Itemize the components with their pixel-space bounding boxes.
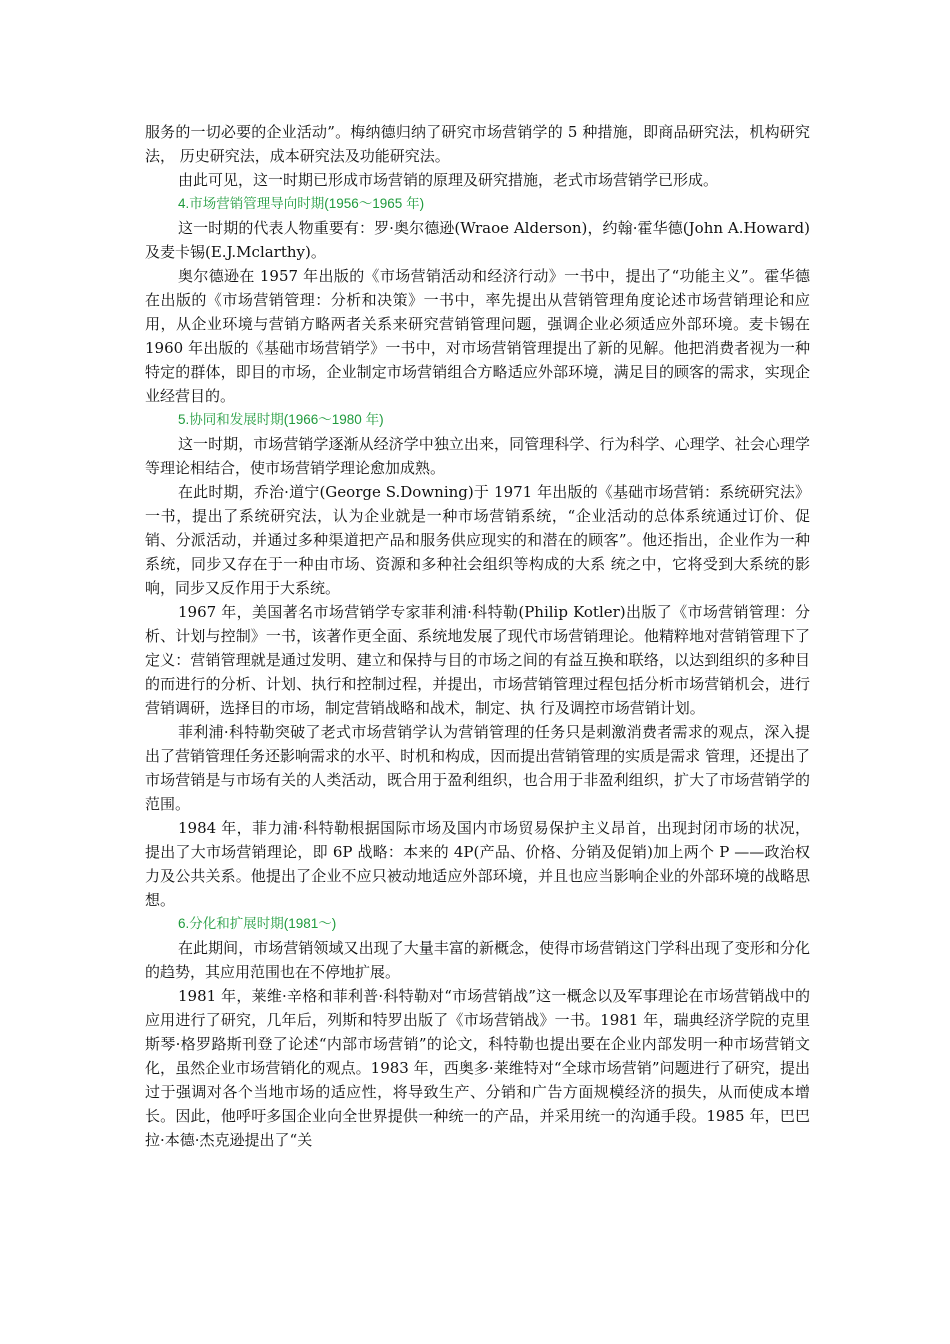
- section-heading: 6.分化和扩展时期(1981～): [178, 916, 337, 931]
- paragraph: 1967 年，美国著名市场营销学专家菲利浦·科特勒(Philip Kotler)出版了《市场营销管理：分析、计划与控制》一书，该著作更全面、系统地发展了现代市场营销理论。他精粹地对营销管理下了定义：营销管理就是通过发明、建立和保持与目的市场之间的有益互换和联络，以达到组织的多种目的而进行的分析、计划、执行和控制过程，并提出，市场营销管理过程包括分析市场营销机会，进行营销调研，选择目的市场，制定营销战略和战术，制定、执 行及调控市场营销计划。: [145, 603, 810, 717]
- paragraph: 在此时期，乔治·道宁(George S.Downing)于 1971 年出版的《基础市场营销：系统研究法》一书，提出了系统研究法，认为企业就是一种市场营销系统，“企业活动的总体系统通过订价、促销、分派活动，并通过多种渠道把产品和服务供应现实的和潜在的顾客”。他还指出，企业作为一种系统，同步又存在于一种由市场、资源和多种社会组织等构成的大系 统之中，它将受到大系统的影响，同步又反作用于大系统。: [145, 483, 810, 597]
- paragraph: 这一时期的代表人物重要有：罗·奥尔德逊(Wraoe Alderson)，约翰·霍华德(John A.Howard)及麦卡锡(E.J.Mclarthy)。: [145, 219, 810, 261]
- paragraph: 在此期间，市场营销领域又出现了大量丰富的新概念，使得市场营销这门学科出现了变形和分化的趋势，其应用范围也在不停地扩展。: [145, 939, 810, 981]
- paragraph: 服务的一切必要的企业活动”。梅纳德归纳了研究市场营销学的 5 种措施，即商品研究法，机构研究法， 历史研究法，成本研究法及功能研究法。: [145, 123, 810, 165]
- paragraph: 菲利浦·科特勒突破了老式市场营销学认为营销管理的任务只是刺激消费者需求的观点，深入提出了营销管理任务还影响需求的水平、时机和构成，因而提出营销管理的实质是需求 管理，还提出了市场营销是与市场有关的人类活动，既合用于盈利组织，也合用于非盈利组织，扩大了市场营销学的范围。: [145, 723, 810, 813]
- paragraph: 奥尔德逊在 1957 年出版的《市场营销活动和经济行动》一书中，提出了“功能主义”。霍华德在出版的《市场营销管理：分析和决策》一书中，率先提出从营销管理角度论述市场营销理论和应用，从企业环境与营销方略两者关系来研究营销管理问题，强调企业必须适应外部环境。麦卡锡在 1960 年出版的《基础市场营销学》一书中，对市场营销管理提出了新的见解。他把消费者视为一种特定的群体，即目的市场，企业制定市场营销组合方略适应外部环境，满足目的顾客的需求，实现企业经营目的。: [145, 267, 810, 405]
- paragraph: 这一时期，市场营销学逐渐从经济学中独立出来，同管理科学、行为科学、心理学、社会心理学等理论相结合，使市场营销学理论愈加成熟。: [145, 435, 810, 477]
- paragraph: 由此可见，这一时期已形成市场营销的原理及研究措施，老式市场营销学已形成。: [178, 171, 719, 189]
- paragraph: 1981 年，莱维·辛格和菲利普·科特勒对“市场营销战”这一概念以及军事理论在市场营销战中的应用进行了研究，几年后，列斯和特罗出版了《市场营销战》一书。1981 年，瑞典经济学院的克里斯琴·格罗路斯刊登了论述“内部市场营销”的论文，科特勒也提出要在企业内部发明一种市场营销文化，虽然企业市场营销化的观点。1983 年，西奥多·莱维特对“全球市场营销”问题进行了研究，提出过于强调对各个当地市场的适应性，将导致生产、分销和广告方面规模经济的损失，从而使成本增长。因此，他呼吁多国企业向全世界提供一种统一的产品，并采用统一的沟通手段。1985 年，巴巴拉·本德·杰克逊提出了“关: [145, 987, 810, 1149]
- document-body: [145, 120, 810, 1152]
- section-heading: 4.市场营销管理导向时期(1956～1965 年): [178, 196, 425, 211]
- section-heading: 5.协同和发展时期(1966～1980 年): [178, 412, 384, 427]
- paragraph: 1984 年，菲力浦·科特勒根据国际市场及国内市场贸易保护主义昂首，出现封闭市场的状况，提出了大市场营销理论，即 6P 战略：本来的 4P(产品、价格、分销及促销)加上两个 P ——政治权力及公共关系。他提出了企业不应只被动地适应外部环境，并且也应当影响企业的外部环境的战略思想。: [145, 819, 810, 909]
